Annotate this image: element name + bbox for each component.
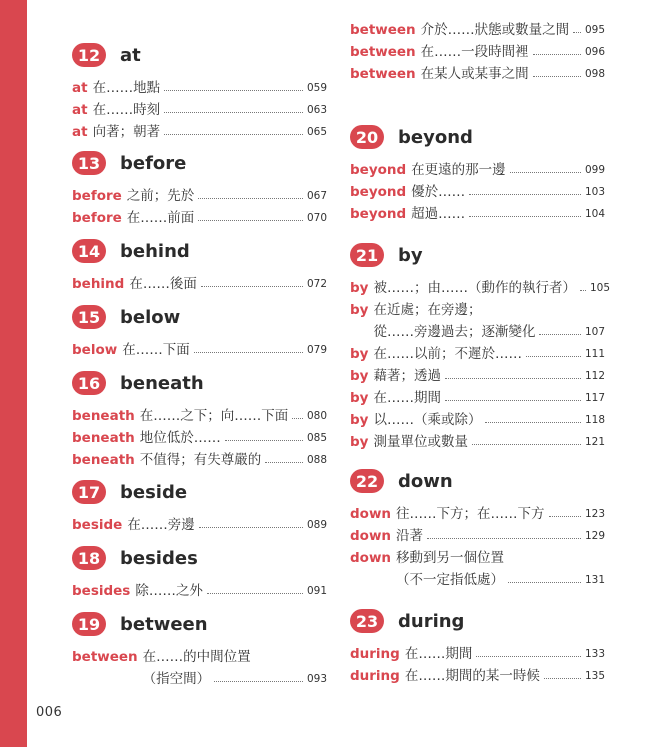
entry-page-number: 107 (584, 326, 605, 338)
entry-word: between (350, 44, 416, 60)
dot-leader (207, 593, 303, 594)
toc-entry[interactable] (72, 118, 327, 140)
toc-section (72, 42, 327, 140)
dot-leader (549, 516, 581, 517)
entry-definition: 在……期間 (404, 646, 473, 662)
entry-page-number: 095 (584, 24, 605, 36)
toc-entry[interactable] (72, 336, 327, 358)
section-number-badge: 21 (350, 243, 384, 267)
entry-definition: 超過…… (411, 206, 466, 222)
entry-definition: 在……期間 (373, 390, 441, 406)
toc-entry[interactable] (72, 270, 327, 292)
entry-definition: 在……之下；向……下面 (139, 408, 289, 424)
section-number-badge: 15 (72, 305, 106, 329)
entry-word: before (72, 210, 122, 226)
dot-leader (476, 656, 581, 657)
dot-leader (164, 134, 303, 135)
dot-leader (194, 352, 303, 353)
entry-definition: 不值得；有失尊嚴的 (139, 452, 262, 468)
entry-page-number: 085 (306, 432, 327, 444)
entry-page-number: 118 (584, 414, 605, 426)
entry-definition: 在……一段時間裡 (420, 44, 529, 60)
section-number-badge: 17 (72, 480, 106, 504)
entry-word: during (350, 646, 400, 662)
toc-entry[interactable] (72, 182, 327, 204)
section-heading (72, 611, 327, 637)
toc-entry[interactable] (72, 577, 327, 599)
entry-word: by (350, 434, 369, 450)
entry-word: down (350, 550, 392, 566)
section-keyword: beyond (398, 126, 473, 148)
section-heading (72, 238, 327, 264)
section-keyword: besides (120, 547, 198, 569)
toc-section (72, 479, 327, 533)
dot-leader (573, 32, 581, 33)
toc-entry[interactable] (72, 74, 327, 96)
section-keyword: beside (120, 481, 188, 503)
entry-page-number: 131 (584, 574, 605, 586)
entry-list (350, 156, 605, 222)
entry-page-number: 091 (306, 585, 327, 597)
dot-leader (164, 112, 303, 113)
toc-section (350, 124, 605, 222)
dot-leader (214, 681, 303, 682)
toc-section (350, 608, 605, 684)
toc-entry[interactable] (350, 566, 605, 588)
toc-section (350, 468, 605, 588)
toc-entry[interactable] (350, 296, 605, 318)
toc-section (72, 545, 327, 599)
entry-page-number: 112 (584, 370, 605, 382)
toc-entry[interactable] (350, 178, 605, 200)
entry-definition: 往……下方；在……下方 (396, 506, 545, 522)
entry-definition: 優於…… (411, 184, 466, 200)
toc-entry[interactable] (72, 96, 327, 118)
entry-list (72, 336, 327, 358)
section-number-badge: 13 (72, 151, 106, 175)
dot-leader (445, 400, 581, 401)
toc-entry[interactable] (350, 340, 605, 362)
dot-leader (469, 216, 581, 217)
section-keyword: beneath (120, 372, 204, 394)
entry-page-number: 063 (306, 104, 327, 116)
section-heading (350, 124, 605, 150)
dot-leader (580, 290, 586, 291)
entry-definition: 從……旁邊過去；逐漸變化 (373, 324, 536, 340)
dot-leader (199, 527, 303, 528)
section-heading (350, 468, 605, 494)
toc-entry[interactable] (350, 274, 611, 296)
toc-entry[interactable] (72, 424, 327, 446)
entry-word: down (350, 528, 392, 544)
dot-leader (469, 194, 581, 195)
dot-leader (508, 582, 581, 583)
entry-page-number: 105 (589, 282, 611, 294)
entry-list (350, 274, 611, 450)
toc-section (72, 370, 327, 468)
dot-leader (198, 198, 303, 199)
entry-word: beyond (350, 206, 407, 222)
entry-definition: 在……旁邊 (127, 517, 195, 533)
entry-word: beneath (72, 452, 135, 468)
toc-entry[interactable] (72, 511, 327, 533)
toc-section (72, 238, 327, 292)
entry-definition: 在某人或某事之間 (420, 66, 529, 82)
entry-definition: 測量單位或數量 (373, 434, 468, 450)
toc-entry[interactable] (350, 522, 605, 544)
dot-leader (225, 440, 303, 441)
entry-word: before (72, 188, 122, 204)
toc-entry[interactable] (350, 384, 605, 406)
entry-list (72, 402, 327, 468)
entry-word: between (72, 649, 138, 665)
toc-entry[interactable] (350, 544, 605, 566)
entry-page-number: 129 (584, 530, 605, 542)
section-number-badge: 18 (72, 546, 106, 570)
dot-leader (265, 462, 303, 463)
entry-word: below (72, 342, 118, 358)
entry-list (350, 640, 605, 684)
section-heading (350, 242, 605, 268)
toc-entry[interactable] (350, 662, 605, 684)
dot-leader (526, 356, 581, 357)
dot-leader (292, 418, 303, 419)
dot-leader (472, 444, 581, 445)
entry-definition: 在……地點 (92, 80, 161, 96)
entry-word: by (350, 280, 369, 296)
entry-word: beside (72, 517, 123, 533)
entry-page-number: 123 (584, 508, 605, 520)
entry-page-number: 093 (306, 673, 327, 685)
entry-word: at (72, 124, 88, 140)
toc-section (72, 150, 327, 226)
dot-leader (533, 54, 581, 55)
entry-word: beyond (350, 184, 407, 200)
entry-definition: 在……下面 (122, 342, 190, 358)
section-keyword: between (120, 613, 208, 635)
section-heading (350, 608, 605, 634)
entry-definition: 在……時刻 (92, 102, 161, 118)
entry-list (72, 74, 327, 140)
toc-entry[interactable] (350, 500, 605, 522)
entry-word: behind (72, 276, 125, 292)
entry-word: by (350, 412, 369, 428)
entry-definition: 除……之外 (135, 583, 203, 599)
entry-page-number: 059 (306, 82, 327, 94)
entry-definition: 在……前面 (126, 210, 195, 226)
toc-entry[interactable] (72, 643, 327, 665)
section-number-badge: 16 (72, 371, 106, 395)
entry-definition: 地位低於…… (139, 430, 221, 446)
entry-definition: 在更遠的那一邊 (411, 162, 506, 178)
entry-word: beneath (72, 430, 135, 446)
entry-page-number: 104 (584, 208, 605, 220)
toc-entry[interactable] (72, 665, 327, 687)
entry-page-number: 096 (584, 46, 605, 58)
section-number-badge: 12 (72, 43, 106, 67)
section-number-badge: 22 (350, 469, 384, 493)
entry-word: by (350, 390, 369, 406)
section-number-badge: 23 (350, 609, 384, 633)
toc-entry[interactable] (350, 406, 605, 428)
entry-page-number: 098 (584, 68, 605, 80)
entry-word: beyond (350, 162, 407, 178)
toc-entry[interactable] (350, 38, 605, 60)
entry-list (350, 500, 605, 588)
entry-definition: 向著；朝著 (92, 124, 161, 140)
entry-word: by (350, 346, 369, 362)
entry-page-number: 080 (306, 410, 327, 422)
page-number: 006 (36, 705, 63, 720)
entry-page-number: 079 (306, 344, 327, 356)
entry-page-number: 072 (306, 278, 327, 290)
entry-definition: （不一定指低處） (396, 572, 505, 588)
entry-page-number: 117 (584, 392, 605, 404)
section-heading (72, 370, 327, 396)
entry-page-number: 135 (584, 670, 605, 682)
section-heading (72, 150, 327, 176)
toc-entry[interactable] (350, 640, 605, 662)
section-keyword: by (398, 244, 423, 266)
entry-definition: 沿著 (396, 528, 424, 544)
entry-page-number: 089 (306, 519, 327, 531)
section-keyword: at (120, 44, 141, 66)
entry-word: down (350, 506, 392, 522)
entry-word: by (350, 368, 369, 384)
entry-word: between (350, 22, 416, 38)
section-heading (72, 304, 327, 330)
entry-word: besides (72, 583, 131, 599)
toc-entry[interactable] (350, 16, 605, 38)
section-keyword: during (398, 610, 465, 632)
dot-leader (427, 538, 581, 539)
entry-definition: 移動到另一個位置 (396, 550, 505, 566)
toc-entry[interactable] (72, 446, 327, 468)
entry-definition: 藉著；透過 (373, 368, 441, 384)
entry-page-number: 099 (584, 164, 605, 176)
entry-page-number: 088 (306, 454, 327, 466)
entry-definition: 在……期間的某一時候 (404, 668, 540, 684)
toc-entry[interactable] (72, 402, 327, 424)
entry-page-number: 070 (306, 212, 327, 224)
entry-word: during (350, 668, 400, 684)
toc-section (72, 611, 327, 687)
entry-definition: （指空間） (142, 671, 211, 687)
entry-definition: 在……的中間位置 (142, 649, 251, 665)
dot-leader (198, 220, 303, 221)
dot-leader (533, 76, 581, 77)
toc-section (350, 242, 611, 450)
entry-list (72, 270, 327, 292)
dot-leader (445, 378, 581, 379)
entry-list (72, 511, 327, 533)
section-heading (72, 545, 327, 571)
entry-word: by (350, 302, 369, 318)
entry-list (350, 16, 605, 82)
entry-list (72, 577, 327, 599)
entry-definition: 以……（乘或除） (373, 412, 482, 428)
dot-leader (544, 678, 581, 679)
section-heading (72, 479, 327, 505)
entry-definition: 之前；先於 (126, 188, 195, 204)
toc-entry[interactable] (350, 200, 605, 222)
toc-entry[interactable] (350, 60, 605, 82)
entry-page-number: 111 (584, 348, 605, 360)
entry-word: at (72, 80, 88, 96)
toc-entry[interactable] (350, 362, 605, 384)
section-keyword: before (120, 152, 187, 174)
toc-entry[interactable] (350, 318, 605, 340)
toc-entry[interactable] (72, 204, 327, 226)
page-edge-bar (0, 0, 27, 747)
section-number-badge: 20 (350, 125, 384, 149)
entry-list (72, 182, 327, 226)
entry-definition: 在近處；在旁邊； (373, 302, 482, 318)
section-heading (72, 42, 327, 68)
entry-word: between (350, 66, 416, 82)
dot-leader (201, 286, 303, 287)
entry-page-number: 103 (584, 186, 605, 198)
toc-entry[interactable] (350, 428, 605, 450)
section-keyword: below (120, 306, 181, 328)
toc-section (72, 304, 327, 358)
entry-page-number: 121 (584, 436, 605, 448)
entry-definition: 介於……狀態或數量之間 (420, 22, 570, 38)
entry-definition: 被……；由……（動作的執行者） (373, 280, 576, 296)
entry-page-number: 065 (306, 126, 327, 138)
entry-definition: 在……後面 (129, 276, 197, 292)
entry-page-number: 067 (306, 190, 327, 202)
entry-word: at (72, 102, 88, 118)
dot-leader (539, 334, 580, 335)
section-number-badge: 19 (72, 612, 106, 636)
dot-leader (164, 90, 303, 91)
dot-leader (485, 422, 580, 423)
section-keyword: down (398, 470, 453, 492)
toc-entry[interactable] (350, 156, 605, 178)
section-number-badge: 14 (72, 239, 106, 263)
entry-list (72, 643, 327, 687)
entry-word: beneath (72, 408, 135, 424)
entry-definition: 在……以前；不遲於…… (373, 346, 522, 362)
section-keyword: behind (120, 240, 190, 262)
entry-page-number: 133 (584, 648, 605, 660)
toc-section (350, 16, 605, 82)
dot-leader (510, 172, 581, 173)
